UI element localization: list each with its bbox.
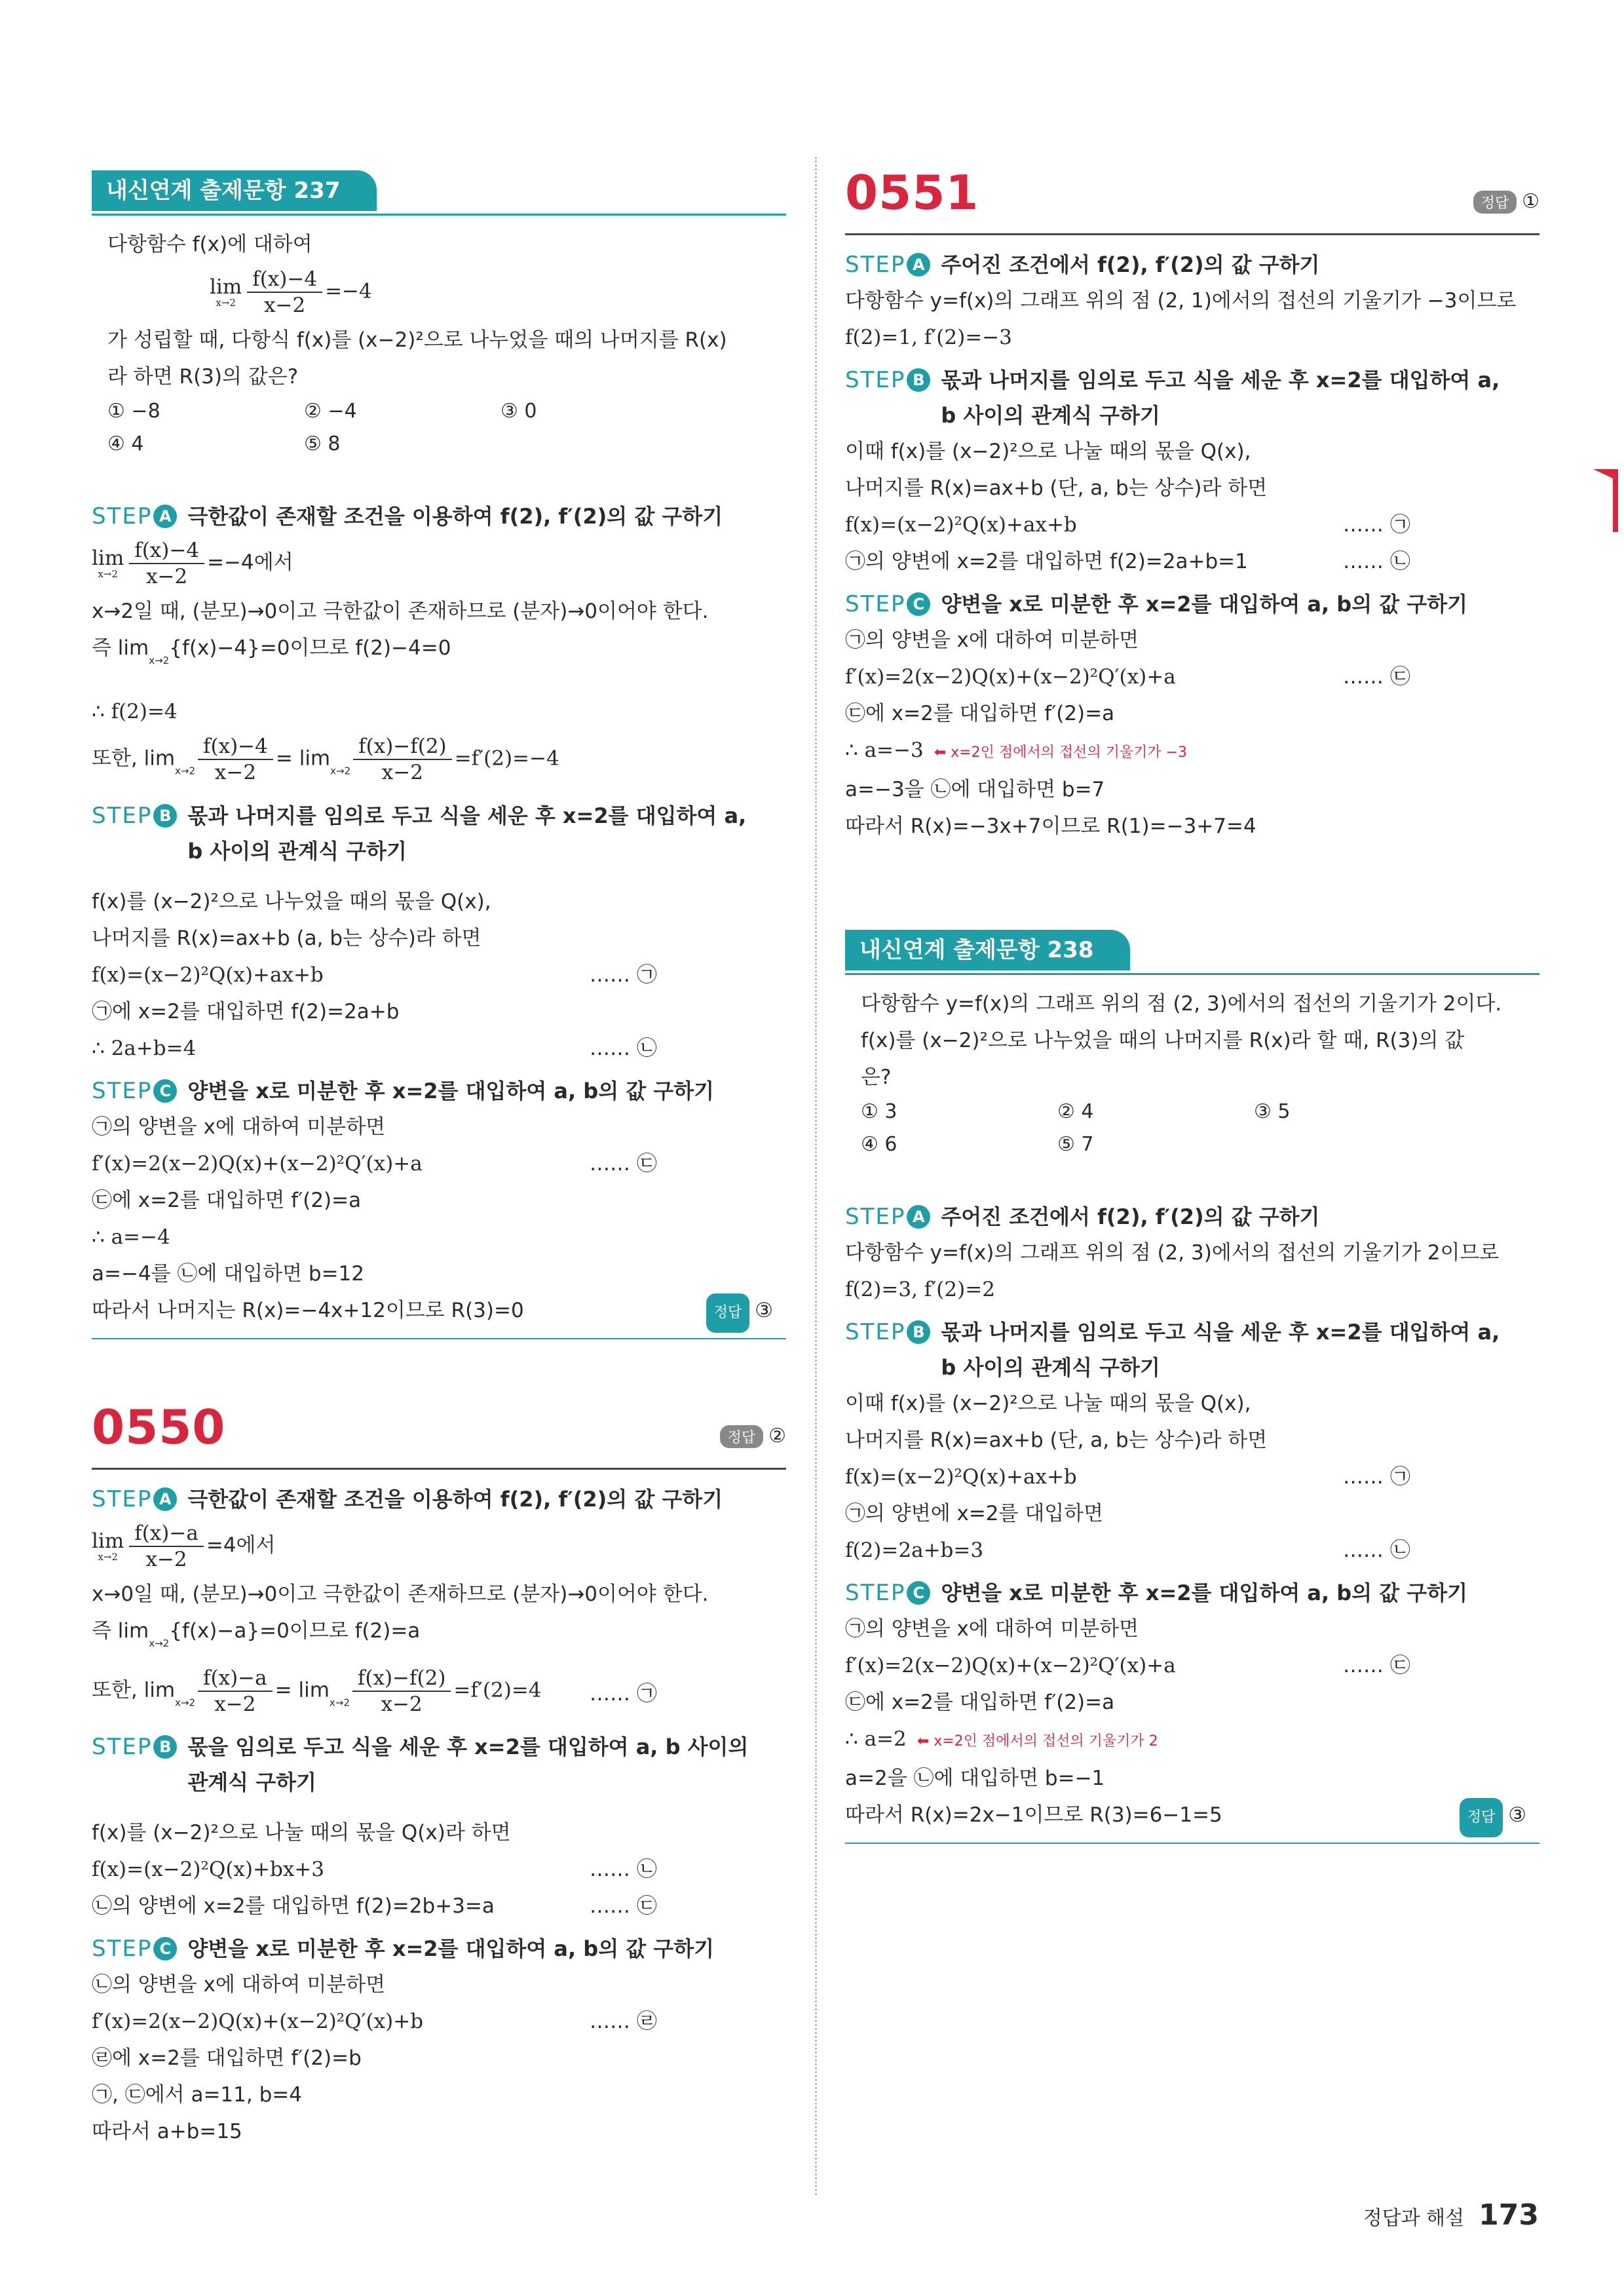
- answer-choices: [92, 395, 786, 461]
- solution-line: ㉢에 x=2를 대입하면 f′(2)=a: [845, 702, 1115, 725]
- question-0551-header: [845, 165, 1539, 235]
- problem-text-2: f(x)를 (x−2)²으로 나누었을 때의 나머지를 R(x)라 할 때, R(3)의 값: [861, 1029, 1465, 1052]
- solution-line: x→0일 때, (분모)→0이고 극한값이 존재하므로 (분자)→0이어야 한다.: [92, 1582, 709, 1606]
- solution-line: 따라서 R(x)=2x−1이므로 R(3)=6−1=5 정답 ③: [845, 1797, 1539, 1833]
- choice-2[interactable]: ② 4: [1057, 1100, 1094, 1123]
- solution-line: f(2)=3, f′(2)=2: [845, 1278, 995, 1301]
- choice-3[interactable]: ③ 0: [500, 400, 537, 423]
- solution-line: ∴ a=−3 ⬅ x=2인 점에서의 접선의 기울기가 −3: [845, 738, 1188, 762]
- page-edge-marker: [1593, 469, 1613, 478]
- step-badge: C: [907, 592, 930, 616]
- solution-line: f(x)=(x−2)²Q(x)+ax+b …… ㉠: [845, 1465, 1410, 1489]
- step-badge: A: [153, 1487, 177, 1511]
- problem-text-2: 라 하면 R(3)의 값은?: [107, 365, 299, 389]
- solution-line: f′(x)=2(x−2)Q(x)+(x−2)²Q′(x)+b …… ㉣: [92, 2010, 657, 2033]
- solution-line: f(x)=(x−2)²Q(x)+ax+b …… ㉠: [92, 963, 657, 987]
- solution-line: 나머지를 R(x)=ax+b (단, a, b는 상수)라 하면: [845, 476, 1268, 500]
- step-badge: C: [907, 1581, 930, 1605]
- solution-line: ㉢에 x=2를 대입하면 f′(2)=a: [92, 1188, 362, 1212]
- solution-line: ㉠의 양변에 x=2를 대입하면 f(2)=2a+b=1 …… ㉡: [845, 550, 1410, 573]
- tangent-slope-note: ⬅ x=2인 점에서의 접선의 기울기가 −3: [934, 744, 1188, 761]
- answer-badge: 정답 ③: [1460, 1797, 1526, 1837]
- solution-line: f(x)를 (x−2)²으로 나누었을 때의 몫을 Q(x),: [92, 889, 491, 913]
- step-a-heading: STEP A 극한값이 존재할 조건을 이용하여 f(2), f′(2)의 값 구하기: [92, 1485, 723, 1512]
- tangent-slope-note: ⬅ x=2인 점에서의 접선의 기울기가 2: [916, 1733, 1158, 1750]
- choice-5[interactable]: ⑤ 7: [1057, 1133, 1094, 1156]
- solution-line: 따라서 나머지는 R(x)=−4x+12이므로 R(3)=0 정답 ③: [92, 1292, 786, 1329]
- solution-line: 나머지를 R(x)=ax+b (a, b는 상수)라 하면: [92, 926, 482, 950]
- footer-label: 정답과 해설: [1363, 2207, 1465, 2230]
- solution-line: x→2일 때, (분모)→0이고 극한값이 존재하므로 (분자)→0이어야 한다.: [92, 600, 709, 623]
- solution-line: f′(x)=2(x−2)Q(x)+(x−2)²Q′(x)+a …… ㉢: [845, 1654, 1410, 1677]
- step-c-heading: STEP C 양변을 x로 미분한 후 x=2를 대입하여 a, b의 값 구하기: [92, 1077, 715, 1104]
- solution-line: ㉡의 양변에 x=2를 대입하면 f(2)=2b+3=a …… ㉢: [92, 1894, 657, 1918]
- derivative-limit-line: 또한, $\lim_{x\to 2}$ $\frac{f(x)-a}{x-2}$ = $\lim_{x\to 2}$ $\frac{f(x)-f(2)}{x-2}$ =f′(2)=4 …… ㉠: [92, 1666, 657, 1716]
- solution-line: f(x)를 (x−2)²으로 나눌 때의 몫을 Q(x)라 하면: [92, 1821, 511, 1845]
- page-edge-marker-bar: [1613, 469, 1618, 532]
- question-number: 0551: [845, 165, 979, 220]
- solution-line: ㉡의 양변을 x에 대하여 미분하면: [92, 1973, 386, 1997]
- question-number: 0550: [92, 1399, 226, 1455]
- solution-line: ㉠의 양변에 x=2를 대입하면: [845, 1502, 1104, 1525]
- page-number: 173: [1479, 2198, 1539, 2232]
- problem-limit: lim x→2 $\frac{f(x)-4}{x-2}$ =−4: [210, 267, 372, 317]
- step-badge: B: [907, 368, 930, 392]
- solution-line: 다항함수 y=f(x)의 그래프 위의 점 (2, 1)에서의 접선의 기울기가 −3이므로: [845, 289, 1517, 313]
- solution-line: 따라서 a+b=15: [92, 2120, 242, 2143]
- problem-text-1: 가 성립할 때, 다항식 f(x)를 (x−2)²으로 나누었을 때의 나머지를 R(x): [107, 328, 727, 352]
- step-a-heading: STEP A 주어진 조건에서 f(2), f′(2)의 값 구하기: [845, 252, 1320, 278]
- solution-line: ∴ 2a+b=4 …… ㉡: [92, 1036, 657, 1060]
- step-c-heading: STEP C 양변을 x로 미분한 후 x=2를 대입하여 a, b의 값 구하기: [845, 591, 1468, 617]
- solution-line: ㉠, ㉢에서 a=11, b=4: [92, 2083, 302, 2107]
- choice-1[interactable]: ① 3: [861, 1100, 897, 1123]
- answer-badge: 정답 ③: [706, 1292, 773, 1333]
- step-badge: B: [153, 804, 177, 828]
- step-badge: C: [153, 1079, 177, 1103]
- right-column: [845, 165, 1539, 1844]
- question-0550-header: [92, 1399, 786, 1470]
- solution-line: ㉠의 양변을 x에 대하여 미분하면: [845, 1617, 1139, 1641]
- step-a-heading: STEP A 주어진 조건에서 f(2), f′(2)의 값 구하기: [845, 1204, 1320, 1230]
- step-badge: A: [153, 505, 177, 528]
- banner-label: 내신연계 출제문항 237: [92, 170, 377, 211]
- banner-label: 내신연계 출제문항 238: [845, 930, 1130, 970]
- problem-text-3: 은?: [861, 1065, 892, 1089]
- solution-line: ㉣에 x=2를 대입하면 f′(2)=b: [92, 2046, 362, 2070]
- step-badge: A: [907, 1205, 930, 1229]
- limit-line: lim x→2 $\frac{f(x)-4}{x-2}$ =−4에서: [92, 539, 293, 588]
- choice-1[interactable]: ① −8: [107, 400, 161, 423]
- step-c-heading: STEP C 양변을 x로 미분한 후 x=2를 대입하여 a, b의 값 구하기: [92, 1936, 715, 1962]
- solution-line: f(2)=2a+b=3 …… ㉡: [845, 1539, 1410, 1562]
- solution-line: 즉 $\lim_{x\to 2}\{f(x)-a\}=0$이므로 f(2)=a: [92, 1618, 421, 1649]
- step-b-heading: STEP B 몫과 나머지를 임의로 두고 식을 세운 후 x=2를 대입하여 a, b 사이의 관계식 구하기: [845, 367, 1500, 428]
- solution-line: 나머지를 R(x)=ax+b (단, a, b는 상수)라 하면: [845, 1428, 1268, 1452]
- limit-line: lim x→2 $\frac{f(x)-a}{x-2}$ =4에서: [92, 1521, 276, 1571]
- step-b-heading: STEP B 몫과 나머지를 임의로 두고 식을 세운 후 x=2를 대입하여 a, b 사이의 관계식 구하기: [92, 802, 747, 864]
- solution-line: ㉠에 x=2를 대입하면 f(2)=2a+b: [92, 999, 400, 1024]
- step-badge: A: [907, 253, 930, 277]
- choice-5[interactable]: ⑤ 8: [304, 432, 341, 455]
- choice-3[interactable]: ③ 5: [1254, 1100, 1291, 1123]
- step-badge: B: [153, 1735, 177, 1759]
- solution-line: ㉢에 x=2를 대입하면 f′(2)=a: [845, 1691, 1115, 1714]
- step-badge: B: [907, 1320, 930, 1344]
- step-b-heading: STEP B 몫과 나머지를 임의로 두고 식을 세운 후 x=2를 대입하여 a, b 사이의 관계식 구하기: [845, 1319, 1500, 1380]
- derivative-limit-line: 또한, $\lim_{x\to 2}$ $\frac{f(x)-4}{x-2}$ = $\lim_{x\to 2}$ $\frac{f(x)-f(2)}{x-2}$ =f′(2)=−4: [92, 735, 559, 784]
- step-c-heading: STEP C 양변을 x로 미분한 후 x=2를 대입하여 a, b의 값 구하기: [845, 1580, 1468, 1606]
- left-column: [92, 170, 786, 2150]
- solution-line: f′(x)=2(x−2)Q(x)+(x−2)²Q′(x)+a …… ㉢: [92, 1151, 657, 1176]
- choice-4[interactable]: ④ 6: [861, 1133, 897, 1156]
- solution-line: ㉠의 양변을 x에 대하여 미분하면: [92, 1115, 386, 1139]
- answer-badge: 정답 ①: [1473, 190, 1539, 214]
- solution-line: a=−4를 ㉡에 대입하면 b=12: [92, 1261, 365, 1286]
- page-footer: [1363, 2198, 1539, 2232]
- choice-2[interactable]: ② −4: [304, 400, 357, 423]
- answer-badge: 정답 ②: [720, 1425, 786, 1448]
- choice-4[interactable]: ④ 4: [107, 432, 144, 455]
- solution-line: 다항함수 y=f(x)의 그래프 위의 점 (2, 3)에서의 접선의 기울기가 2이므로: [845, 1241, 1500, 1265]
- solution-line: ㉠의 양변을 x에 대하여 미분하면: [845, 628, 1139, 652]
- step-b-heading: STEP B 몫을 임의로 두고 식을 세운 후 x=2를 대입하여 a, b 사이의 관계식 구하기: [92, 1734, 749, 1795]
- solution-line: f(x)=(x−2)²Q(x)+bx+3 …… ㉡: [92, 1858, 657, 1881]
- solution-line: 이때 f(x)를 (x−2)²으로 나눌 때의 몫을 Q(x),: [845, 1392, 1251, 1415]
- solution-line: f′(x)=2(x−2)Q(x)+(x−2)²Q′(x)+a …… ㉢: [845, 665, 1410, 689]
- solution-line: ∴ f(2)=4: [92, 700, 178, 723]
- solution-line: f(x)=(x−2)²Q(x)+ax+b …… ㉠: [845, 513, 1410, 537]
- step-badge: C: [153, 1937, 177, 1961]
- solution-line: 이때 f(x)를 (x−2)²으로 나눌 때의 몫을 Q(x),: [845, 440, 1251, 463]
- section-end-rule: [845, 1843, 1539, 1844]
- solution-line: f(2)=1, f′(2)=−3: [845, 326, 1012, 349]
- column-divider: [815, 157, 817, 2195]
- solution-line: 즉 $\lim_{x\to 2}\{f(x)-4\}=0$이므로 f(2)−4=0: [92, 636, 451, 666]
- answer-choices: [845, 1096, 1539, 1161]
- step-a-heading: STEP A 극한값이 존재할 조건을 이용하여 f(2), f′(2)의 값 구하기: [92, 503, 723, 529]
- solution-line: ∴ a=2 ⬅ x=2인 점에서의 접선의 기울기가 2: [845, 1727, 1158, 1751]
- solution-line: ∴ a=−4: [92, 1225, 170, 1249]
- related-problem-banner: [845, 930, 1539, 975]
- solution-line: a=2을 ㉡에 대입하면 b=−1: [845, 1767, 1105, 1790]
- problem-intro: 다항함수 f(x)에 대하여: [107, 233, 312, 256]
- related-problem-banner: [92, 170, 786, 216]
- solution-line: 따라서 R(x)=−3x+7이므로 R(1)=−3+7=4: [845, 814, 1256, 838]
- solution-line: a=−3을 ㉡에 대입하면 b=7: [845, 778, 1105, 801]
- problem-text-1: 다항함수 y=f(x)의 그래프 위의 점 (2, 3)에서의 접선의 기울기가 2이다.: [861, 992, 1502, 1016]
